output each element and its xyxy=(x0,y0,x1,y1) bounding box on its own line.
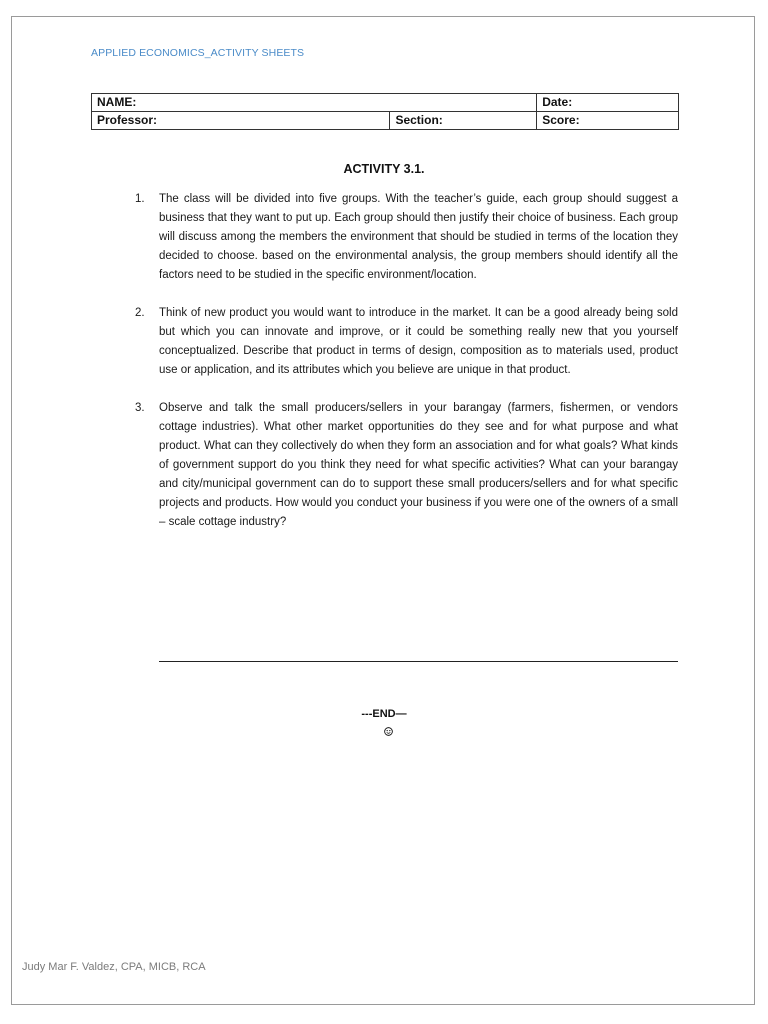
score-field[interactable]: Score: xyxy=(537,112,679,130)
end-label: ---END— xyxy=(361,708,407,720)
name-field[interactable]: NAME: xyxy=(92,94,537,112)
professor-field[interactable]: Professor: xyxy=(92,112,390,130)
activity-title: ACTIVITY 3.1. xyxy=(343,162,425,176)
section-field[interactable]: Section: xyxy=(390,112,537,130)
item-number: 3. xyxy=(135,402,145,414)
footer-author: Judy Mar F. Valdez, CPA, MICB, RCA xyxy=(22,961,206,973)
info-row-name xyxy=(92,94,679,112)
date-field[interactable]: Date: xyxy=(537,94,679,112)
item-text: Observe and talk the small producers/sellers in your barangay (farmers, fishermen, or vendors cottage industries). What other market opportunities do they see and for what purpose and what product. What can they collectively do when they form an association and for what goals? What kinds of government support do you think they need for what specific activities? What can your barangay and city/municipal government can do to support these small producers/sellers and for what specific projects and products. How would you conduct your business if you were one of the owners of a small – scale cottage industry? xyxy=(159,402,678,528)
document-header: APPLIED ECONOMICS_ACTIVITY SHEETS xyxy=(91,47,305,59)
student-info-table xyxy=(91,93,679,130)
item-text: The class will be divided into five groups. With the teacher’s guide, each group should suggest a business that they want to put up. Each group should then justify their choice of business. Each group will discuss among the members the environment that should be studied in terms of the location they decided to choose. based on the environmental analysis, the group members should identify all the factors need to be studied in the specific environment/location. xyxy=(159,193,678,281)
activity-item-3 xyxy=(135,399,678,532)
smiley-icon xyxy=(384,727,393,736)
activity-items-list xyxy=(135,190,678,532)
item-number: 2. xyxy=(135,307,145,319)
item-text: Think of new product you would want to introduce in the market. It can be a good already being sold but which you can innovate and improve, or it could be something really new that you yourself conceptualized. Describe that product in terms of design, composition as to materials used, product use or application, and its attributes which you believe are unique in that product. xyxy=(159,307,678,376)
activity-item-2 xyxy=(135,304,678,380)
answer-line[interactable] xyxy=(159,661,678,662)
info-row-professor xyxy=(92,112,679,130)
item-number: 1. xyxy=(135,193,145,205)
activity-item-1 xyxy=(135,190,678,285)
